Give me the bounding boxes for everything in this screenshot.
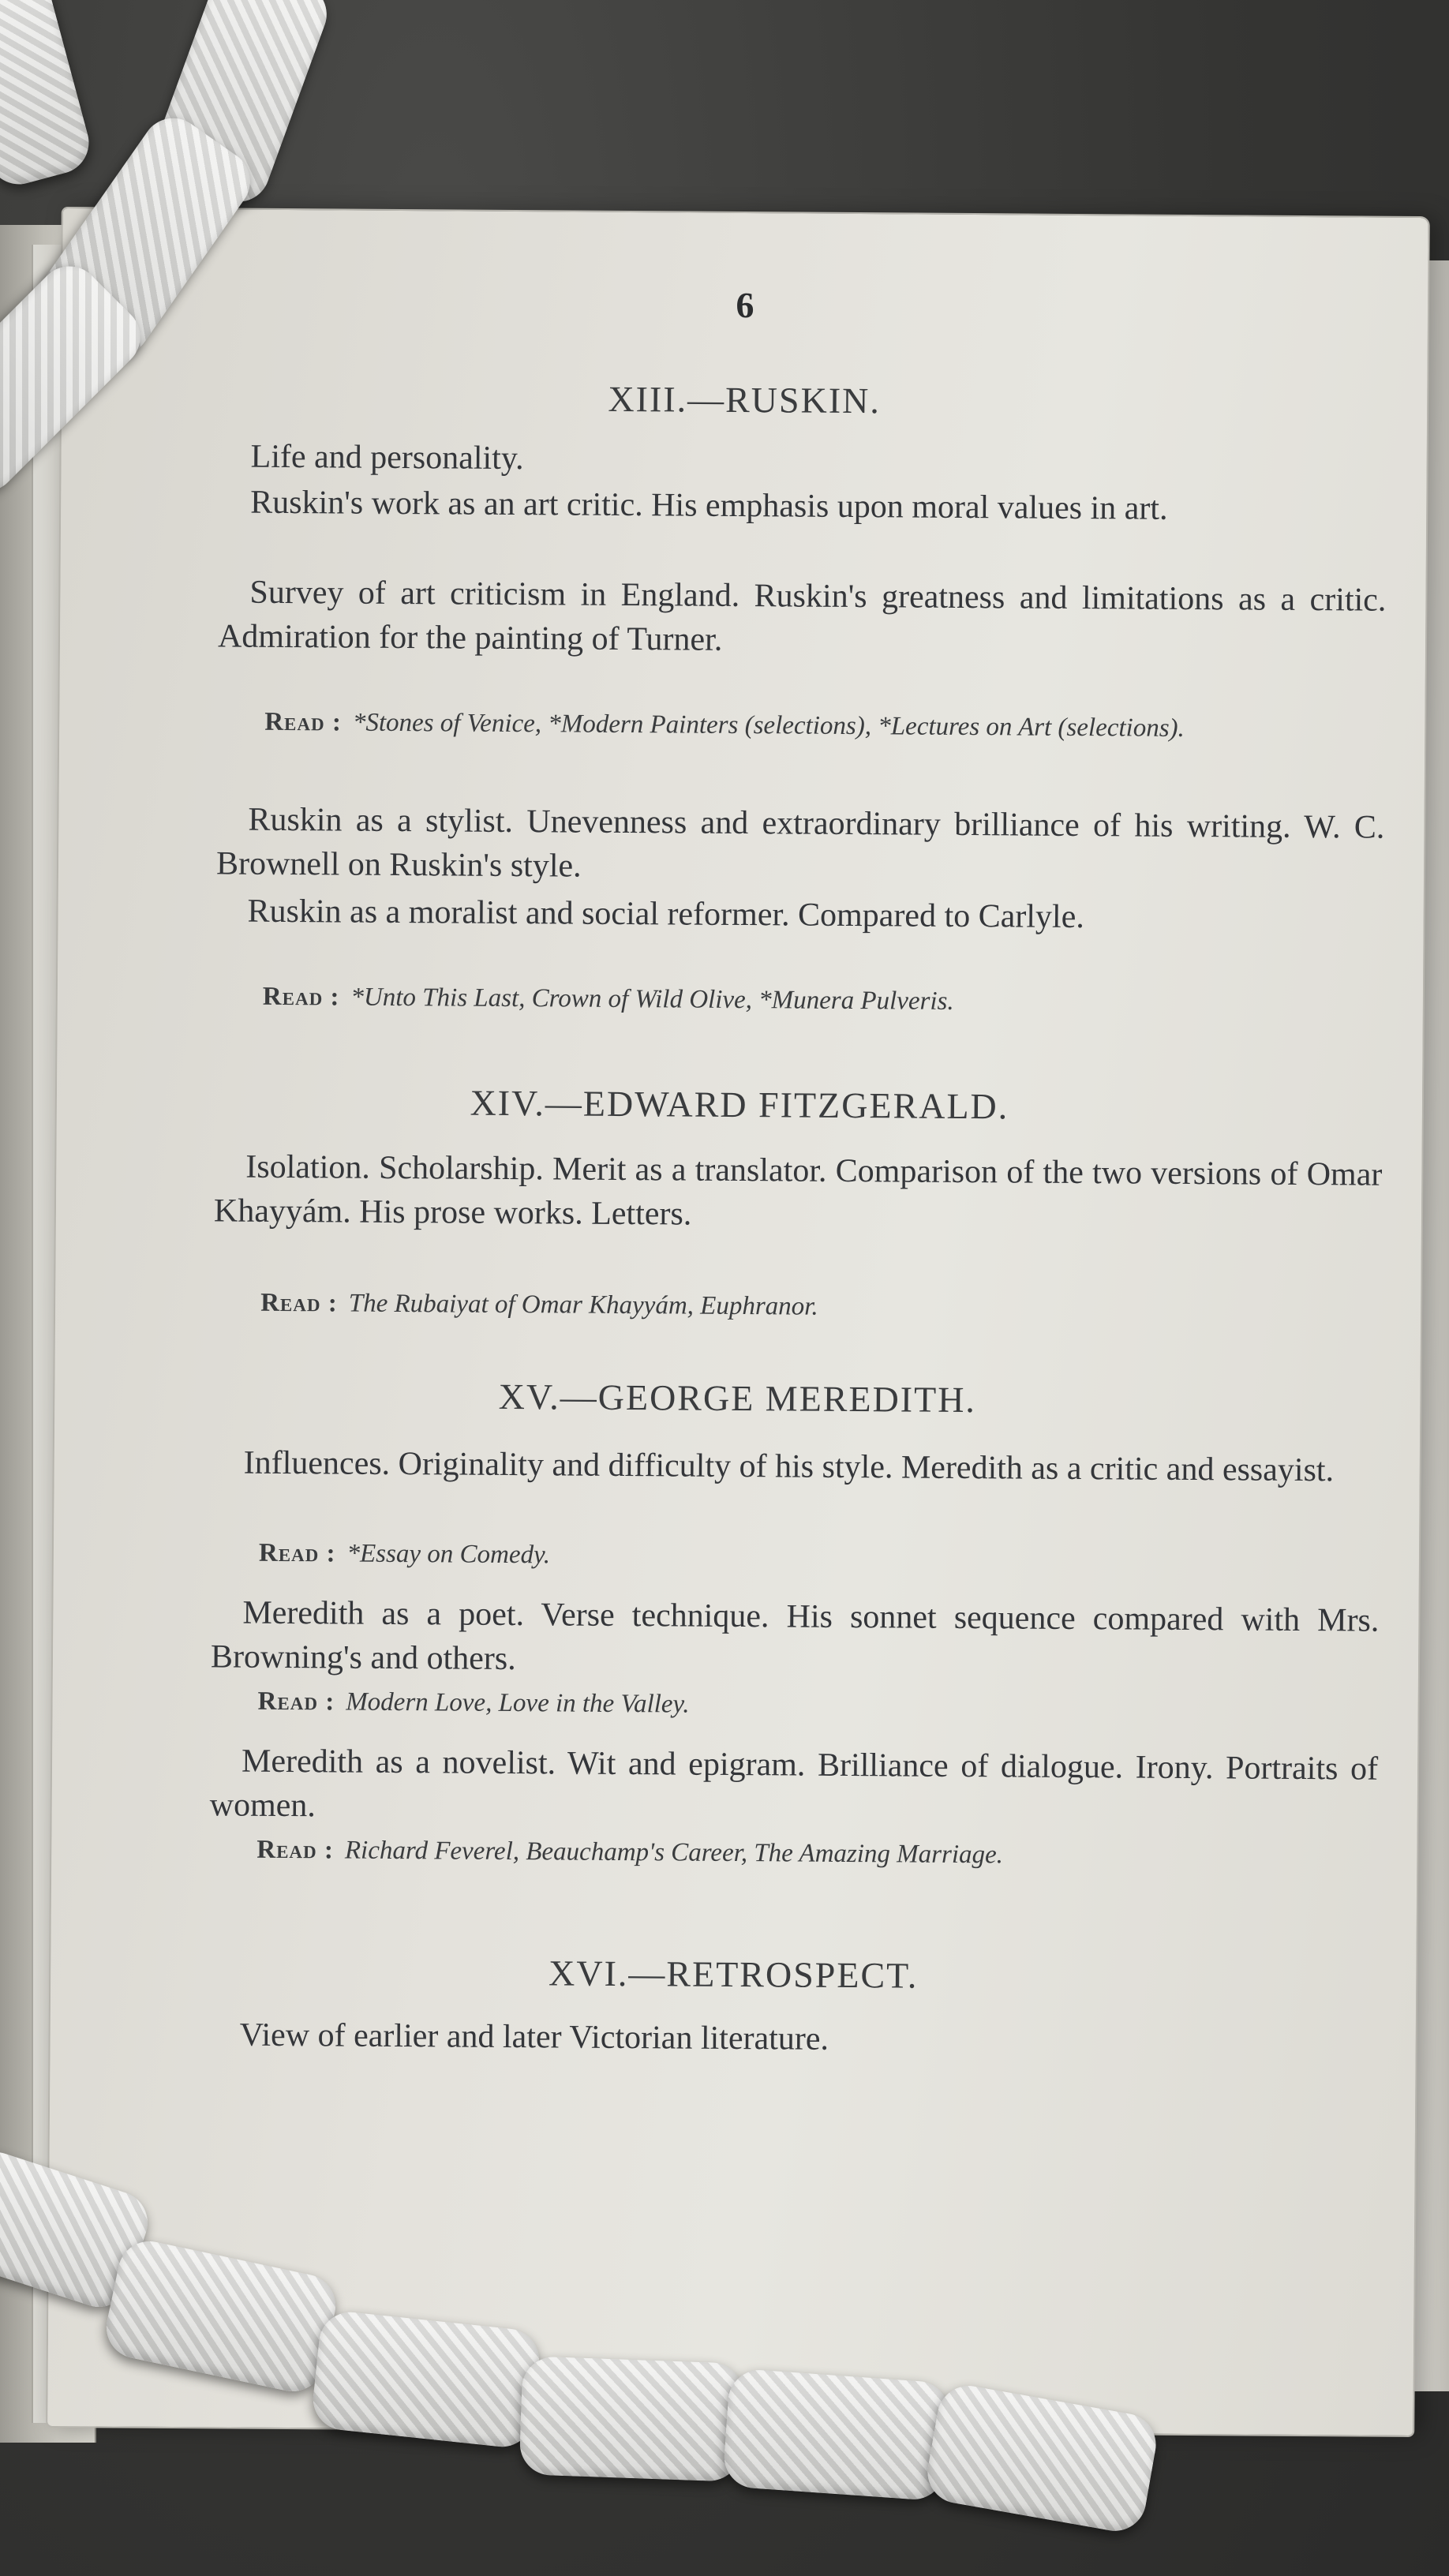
section-heading-meredith: XV.—GEORGE MEREDITH.	[498, 1376, 977, 1421]
cord-segment	[310, 2309, 542, 2450]
cord-segment	[519, 2356, 743, 2482]
read-line: Read : *Unto This Last, Crown of Wild Olive, *Munera Pulveris.	[262, 982, 954, 1016]
page-number: 6	[736, 284, 754, 326]
paragraph: View of earlier and later Victorian literature.	[239, 2016, 829, 2057]
read-line: Read : *Stones of Venice, *Modern Painters (selections), *Lectures on Art (selections).	[264, 707, 1185, 743]
paragraph: Survey of art criticism in England. Ruskin's greatness and limitations as a critic. Admiration for the painting of Turner.	[217, 574, 1387, 658]
paragraph: Meredith as a novelist. Wit and epigram. Brilliance of dialogue. Irony. Portraits of women.	[209, 1743, 1379, 1825]
paragraph: Ruskin as a moralist and social reformer. Compared to Carlyle.	[247, 893, 1084, 936]
section-heading-fitzgerald: XIV.—EDWARD FITZGERALD.	[470, 1082, 1009, 1127]
paragraph: Ruskin's work as an art critic. His emphasis upon moral values in art.	[250, 484, 1168, 527]
read-line: Read : Modern Love, Love in the Valley.	[257, 1687, 690, 1719]
paragraph: Meredith as a poet. Verse technique. His sonnet sequence compared with Mrs. Browning's and others.	[210, 1594, 1380, 1678]
read-line: Read : The Rubaiyat of Omar Khayyám, Euphranor.	[260, 1288, 818, 1321]
read-line: Read : Richard Feverel, Beauchamp's Career, The Amazing Marriage.	[256, 1835, 1004, 1870]
read-line: Read : *Essay on Comedy.	[258, 1538, 551, 1570]
paragraph: Ruskin as a stylist. Unevenness and extraordinary brilliance of his writing. W. C. Brownell on Ruskin's style.	[215, 801, 1385, 885]
paragraph: Isolation. Scholarship. Merit as a translator. Comparison of the two versions of Omar Khayyám. His prose works. Letters.	[213, 1148, 1383, 1233]
book-page	[47, 208, 1428, 2436]
paragraph: Influences. Originality and difficulty of his style. Meredith as a critic and essayist.	[243, 1444, 1335, 1489]
paragraph: Life and personality.	[250, 438, 524, 477]
cord-segment	[722, 2368, 951, 2501]
section-heading-ruskin: XIII.—RUSKIN.	[608, 378, 882, 421]
section-heading-retrospect: XVI.—RETROSPECT.	[548, 1953, 919, 1996]
